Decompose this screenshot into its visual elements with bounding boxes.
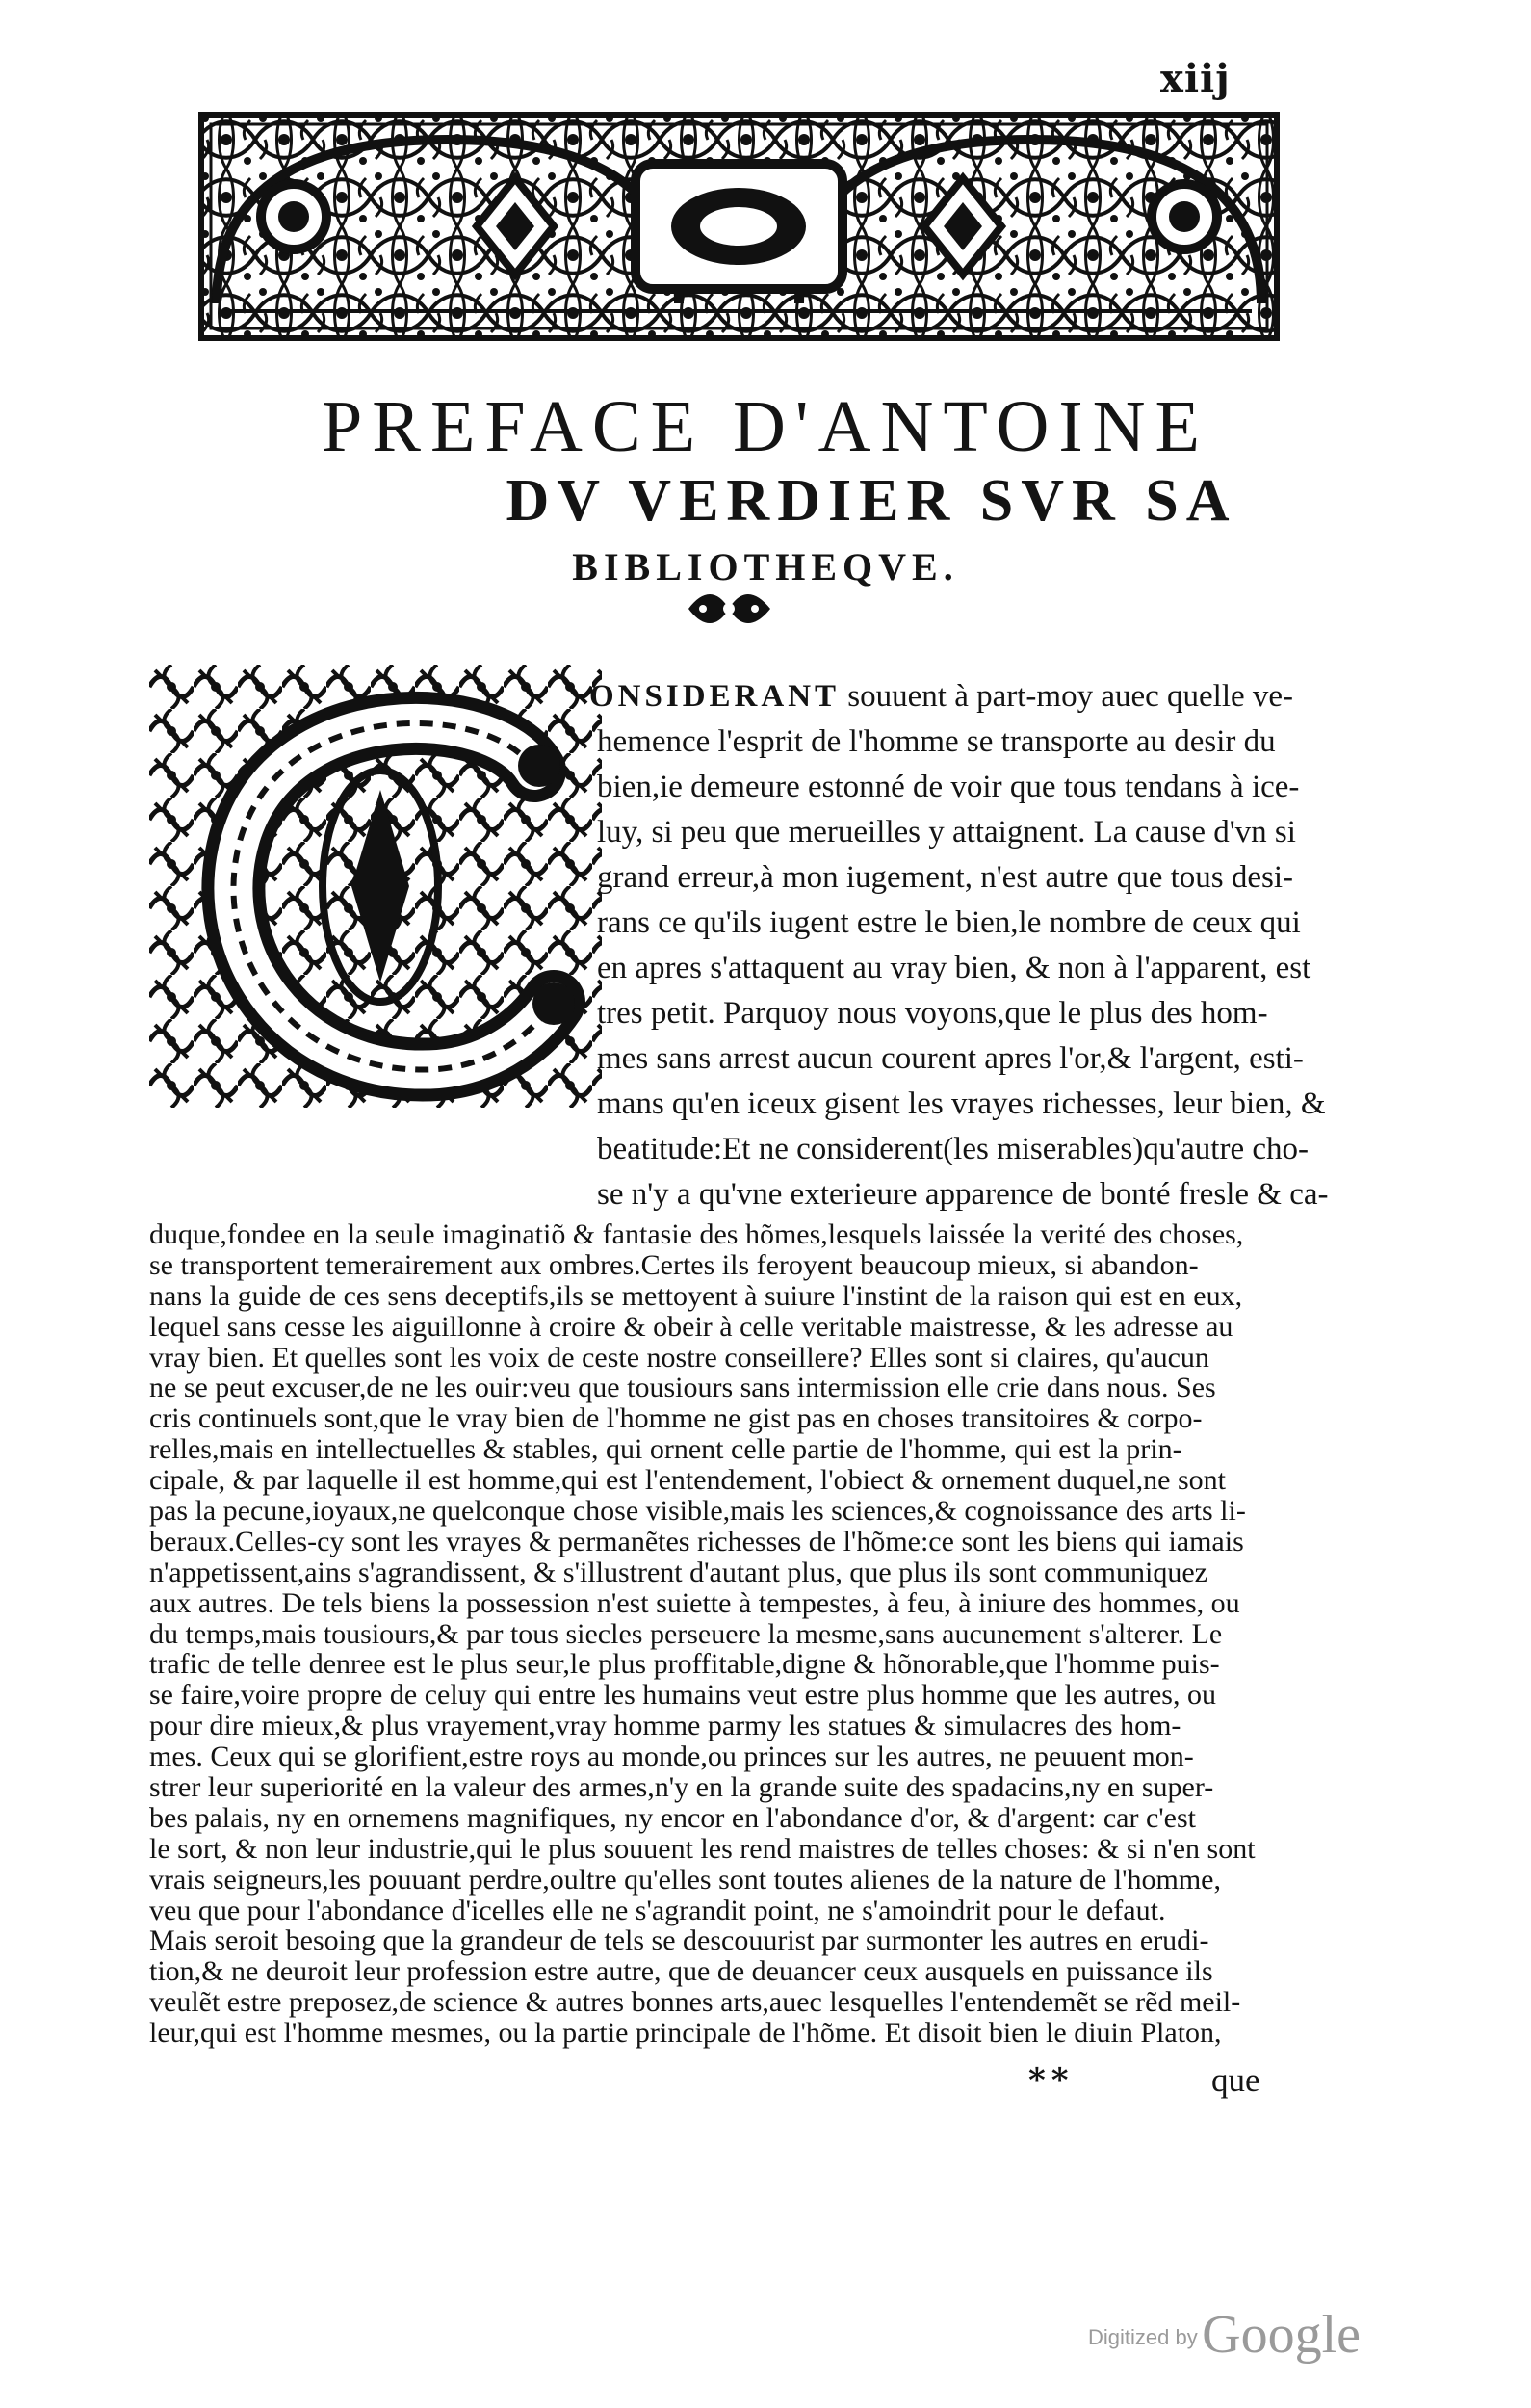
text-line: luy, si peu que merueilles y attaignent. La cause d'vn si (597, 815, 1296, 850)
text-line: ne se peut excuser,de ne les ouir:veu que tousiours sans intermission elle crie dans nous. Ses (149, 1372, 1216, 1404)
watermark-brand: Google (1202, 2305, 1362, 2365)
digitized-by-google-watermark (1088, 2304, 1361, 2366)
text-line: Mais seroit besoing que la grandeur de tels se descouurist par surmonter les autres en erudi- (149, 1924, 1209, 1957)
text-line: en apres s'attaquent au vray bien, & non à l'apparent, est (597, 951, 1311, 985)
text-line: pas la pecune,ioyaux,ne quelconque chose visible,mais les sciences,& cognoissance des arts li- (149, 1495, 1246, 1527)
text-line: le sort, & non leur industrie,qui le plus souuent les rend maistres de telles choses: & si n'en sont (149, 1832, 1256, 1865)
text-line: bien,ie demeure estonné de voir que tous tendans à ice- (597, 770, 1300, 804)
text-line: cipale, & par laquelle il est homme,qui est l'entendement, l'obiect & ornement duquel,ne sont (149, 1464, 1226, 1497)
page-number: xiij (1160, 56, 1231, 101)
catchword: que (1211, 2061, 1260, 2099)
signature-mark: ** (1028, 2061, 1075, 2100)
text-line: bes palais, ny en ornemens magnifiques, ny encor en l'abondance d'or, & d'argent: car c'est (149, 1801, 1197, 1834)
text-line: vray bien. Et quelles sont les voix de ceste nostre conseillere? Elles sont si claires, qu'aucun (149, 1341, 1209, 1374)
text-line: tres petit. Parquoy nous voyons,que le plus des hom- (597, 996, 1268, 1031)
decorated-initial-c (149, 665, 602, 1108)
text-line: du temps,mais tousiours,& par tous siecles perseuere la mesme,sans aucunement s'alterer. Le (149, 1617, 1223, 1650)
text-line: pour dire mieux,& plus vrayement,vray homme parmy les statues & simulacres des hom- (149, 1710, 1181, 1742)
opening-word: ONSIDERANT (589, 679, 841, 714)
watermark-prefix: Digitized by (1088, 2325, 1198, 2349)
title-line-2: DV VERDIER SVR SA (506, 468, 1237, 534)
text-line: se faire,voire propre de celuy qui entre les humains veut estre plus homme que les autres, ou (149, 1679, 1216, 1712)
text-line: se n'y a qu'vne exterieure apparence de bonté fresle & ca- (597, 1177, 1329, 1212)
text-line-1-rest: souuent à part-moy auec quelle ve- (840, 679, 1294, 714)
text-line: lequel sans cesse les aiguillonne à croire & obeir à celle veritable maistresse, & les adresse au (149, 1310, 1233, 1343)
text-line-1 (589, 676, 1293, 717)
fleuron-ornament (684, 589, 775, 628)
text-line: veu que pour l'abondance d'icelles elle ne s'agrandit point, ne s'amoindrit pour le defaut. (149, 1894, 1166, 1926)
text-line: grand erreur,à mon iugement, n'est autre que tous desi- (597, 860, 1294, 895)
text-line: rans ce qu'ils iugent estre le bien,le nombre de ceux qui (597, 905, 1301, 940)
text-line: mans qu'en iceux gisent les vrayes richesses, leur bien, & (597, 1086, 1326, 1121)
text-line: strer leur superiorité en la valeur des armes,n'y en la grande suite des spadacins,ny en super- (149, 1770, 1214, 1803)
text-line: duque,fondee en la seule imaginatiõ & fantasie des hõmes,lesquels laissée la verité des choses, (149, 1218, 1244, 1250)
text-line: vrais seigneurs,les pouuant perdre,oultre qu'elles sont toutes alienes de la nature de l'homme, (149, 1863, 1221, 1896)
text-line: nans la guide de ces sens deceptifs,ils se mettoyent à suiure l'instint de la raison qui est en eux, (149, 1279, 1243, 1312)
text-line: trafic de telle denree est le plus seur,le plus proffitable,digne & hõnorable,que l'homme puis- (149, 1648, 1220, 1681)
text-line: cris continuels sont,que le vray bien de l'homme ne gist pas en choses transitoires & corpo- (149, 1402, 1203, 1435)
text-line: leur,qui est l'homme mesmes, ou la partie principale de l'hõme. Et disoit bien le diuin Platon, (149, 2017, 1222, 2049)
text-line: veulẽt estre preposez,de science & autres bonnes arts,auec lesquelles l'entendemẽt se rẽd meil- (149, 1986, 1241, 2019)
text-line: mes sans arrest aucun courent apres l'or,& l'argent, esti- (597, 1041, 1304, 1076)
text-line: n'appetissent,ains s'agrandissent, & s'illustrent d'autant plus, que plus ils sont communiquez (149, 1556, 1207, 1588)
text-line: tion,& ne deuroit leur profession estre autre, que de deuancer ceux ausquels en puissance ils (149, 1955, 1213, 1988)
text-line: beatitude:Et ne considerent(les miserables)qu'autre cho- (597, 1132, 1309, 1166)
text-line: se transportent temerairement aux ombres.Certes ils feroyent beaucoup mieux, si abandon- (149, 1248, 1199, 1281)
text-line: beraux.Celles-cy sont les vrayes & permanẽtes richesses de l'hõme:ce sont les biens qui iamais (149, 1525, 1244, 1557)
text-line: relles,mais en intellectuelles & stables, qui ornent celle partie de l'homme, qui est la prin- (149, 1433, 1182, 1466)
title-line-3: BIBLIOTHEQVE. (572, 545, 959, 589)
title-line-1: PREFACE D'ANTOINE (322, 386, 1209, 467)
ornamental-headpiece (197, 111, 1281, 342)
text-line: mes. Ceux qui se glorifient,estre roys au monde,ou princes sur les autres, ne peuuent mon- (149, 1741, 1194, 1772)
text-line: hemence l'esprit de l'homme se transporte au desir du (597, 724, 1276, 759)
text-line: aux autres. De tels biens la possession n'est suiette à tempestes, à feu, à iniure des hommes, ou (149, 1586, 1240, 1619)
